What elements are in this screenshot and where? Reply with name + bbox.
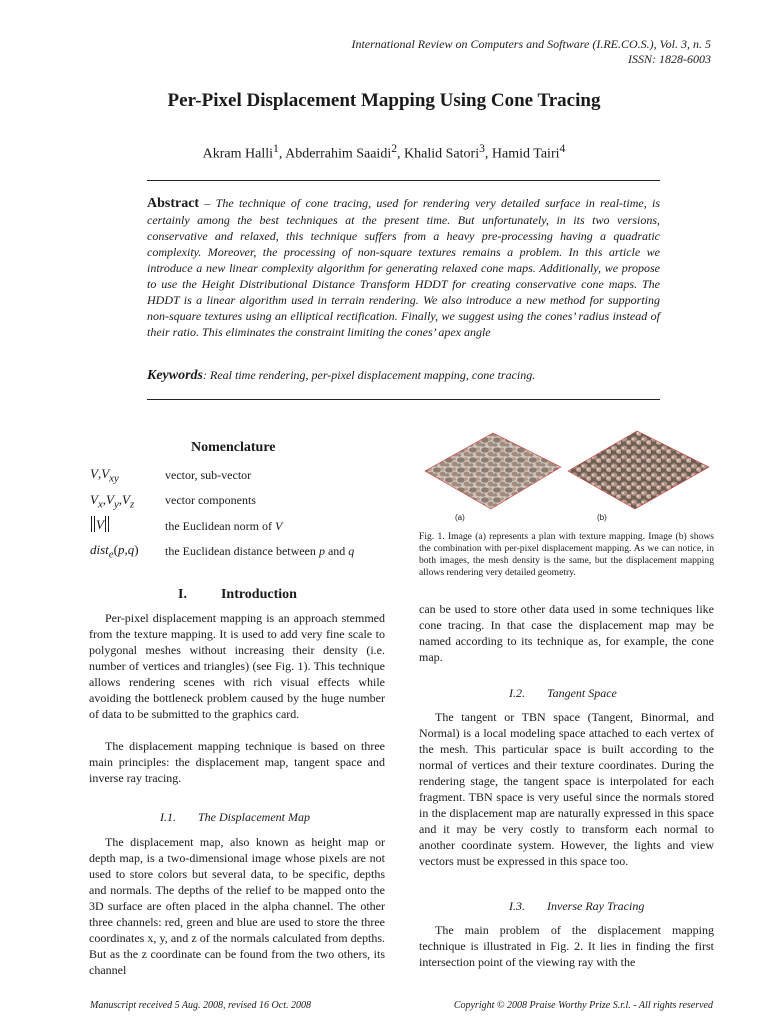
- figure-1-caption: Fig. 1. Image (a) represents a plan with texture mapping. Image (b) shows the combination with per-pixel displacement mapping. As we can notice, in both images, the mesh density is the same, but the displacement mapping allows rendering very detailed geometry.: [419, 531, 714, 578]
- abstract-top-rule: [147, 180, 660, 181]
- nomenclature-title: Nomenclature: [191, 440, 276, 455]
- abstract-block: [147, 195, 660, 340]
- symbol-q: q: [127, 542, 135, 557]
- symbol-subscript: e: [108, 548, 114, 561]
- symbol-subscript: xy: [109, 472, 119, 485]
- symbol-comma: ,: [118, 492, 123, 507]
- author-separator: ,: [278, 146, 286, 162]
- figure-b-plane: [568, 431, 709, 509]
- subsection-heading-inverse-ray-tracing: [509, 899, 644, 914]
- figure-label-b: (b): [597, 513, 607, 522]
- figure-label-a: (a): [455, 513, 465, 522]
- paper-title: Per-Pixel Displacement Mapping Using Cone Tracing: [167, 90, 601, 111]
- author-list: [0, 142, 768, 163]
- nomenclature-desc: [165, 519, 282, 534]
- desc-symbol: p: [318, 544, 325, 558]
- figure-a-plane: [425, 433, 561, 509]
- paragraph-intro: Per-pixel displacement mapping is an approach stemmed from the texture mapping. It is used to add very fine scale to polygonal meshes without increasing their density (i.e. number of vertices and triangles) (see Fig. 1). This technique allows rendering scenes with rich visual effects while avoiding the bottleneck problem caused by the huge number of data to be submitted to the graphics card.: [89, 611, 385, 721]
- symbol-v: V: [106, 492, 114, 507]
- author-affiliation: 1: [273, 142, 279, 155]
- symbol-subscript: y: [113, 498, 119, 511]
- norm-bar-icon: [108, 516, 109, 532]
- nomenclature-symbol-dist: dist$_e$(p,q): [90, 542, 139, 561]
- symbol-v: V: [90, 466, 98, 481]
- symbol-subscript: z: [129, 498, 135, 511]
- subsection-number: I.1.: [160, 810, 176, 824]
- author-affiliation: 4: [559, 142, 566, 155]
- subsection-heading-displacement-map: [160, 810, 310, 825]
- nomenclature-desc: vector components: [165, 493, 256, 507]
- symbol-comma: ,: [124, 542, 128, 557]
- subsection-heading-tangent-space: [509, 686, 617, 701]
- section-number: I.: [178, 587, 187, 602]
- desc-and: and: [327, 544, 346, 558]
- issn-header: ISSN: 1828-6003: [628, 52, 711, 66]
- section-heading-introduction: [178, 587, 297, 603]
- subsection-number: I.3.: [509, 899, 525, 913]
- author-affiliation: 2: [391, 142, 398, 155]
- symbol-p: p: [117, 542, 125, 557]
- abstract-bottom-rule: [147, 399, 660, 400]
- symbol-comma: ,: [97, 466, 102, 481]
- symbol-v: V: [90, 492, 98, 507]
- symbol-v: V: [96, 517, 104, 532]
- keywords-label: Keywords: [147, 368, 203, 383]
- author-separator: ,: [484, 146, 492, 162]
- paragraph-displacement-map: The displacement map, also known as height map or depth map, is a two-dimensional image whose pixels are not used to store colors but several data, to be specific, depths and normals. The depths of the relief to be mapped onto the 3D surface are often placed in the alpha channel. The other three channels: red, green and blue are used to store the three coordinates x, y, and z of the normals calculated from depths. But as the z coordinate can be found from the two others, its channel: [89, 835, 385, 977]
- author-name: Abderrahim Saaidi: [285, 146, 392, 162]
- journal-header: International Review on Computers and Software (I.RE.CO.S.), Vol. 3, n. 5: [351, 37, 711, 51]
- abstract-dash: –: [199, 196, 216, 210]
- symbol-v: V: [101, 466, 110, 481]
- paragraph-tangent-space: The tangent or TBN space (Tangent, Binormal, and Normal) is a local modeling space attached to each vertex of the mesh. This particular space is built according to the normal of vertices and their texture coordinates. During the rendering stage, the tangent space is interpolated for each fragment. TBN space is very useful since the normals stored in the displacement map are naturally expressed in this space and it may be very costly to transform each normal to another coordinate system. However, the lights and view vectors must be expressed in this space too.: [419, 710, 714, 868]
- author-name: Khalid Satori: [404, 146, 480, 162]
- subsection-title: Inverse Ray Tracing: [547, 899, 645, 913]
- author-name: Akram Halli: [202, 146, 274, 162]
- footer-manuscript-date: Manuscript received 5 Aug. 2008, revised 16 Oct. 2008: [90, 1000, 311, 1011]
- desc-text: the Euclidean distance between: [165, 544, 316, 558]
- norm-bar-icon: [105, 516, 106, 532]
- nomenclature-desc: [165, 544, 354, 559]
- subsection-title: Tangent Space: [547, 686, 617, 700]
- desc-text: the Euclidean norm of: [165, 519, 272, 533]
- desc-symbol: V: [274, 519, 283, 533]
- paragraph-cone-map: can be used to store other data used in some techniques like cone tracing. In that case the displacement map may be named according to its technique as, for example, the cone map.: [419, 602, 714, 664]
- norm-bar-icon: [94, 516, 95, 532]
- nomenclature-symbol-v: [90, 466, 119, 485]
- author-name: Hamid Tairi: [491, 146, 560, 162]
- author-affiliation: 3: [479, 142, 485, 155]
- norm-bar-icon: [91, 516, 92, 532]
- subsection-title: The Displacement Map: [198, 810, 310, 824]
- abstract-text: The technique of cone tracing, used for rendering very detailed surface in real-time, is certainly among the best techniques at the present time. But unfortunately, in its two versions, conservative and relaxed, this technique suffers from a heavy pre-processing having a quadratic complexity. Moreover, the processing of non-square textures remains a problem. In this article we introduce a new linear complexity algorithm for generating relaxed cone maps. Additionally, we propose to use the Height Distributional Distance Transform HDDT for creating conservative cone maps. The HDDT is a linear algorithm used in terrain rendering. We also introduce a new method for supporting non-square textures using an elliptical rectification. Finally, we suggest using the cones’ radius instead of their ratio. This eliminates the constraint limiting the cones’ apex angle: [147, 196, 661, 339]
- figure-1-image: [421, 427, 716, 527]
- symbol-dist: dist: [90, 542, 109, 557]
- desc-symbol: q: [348, 544, 355, 558]
- abstract-label: Abstract: [147, 196, 200, 211]
- nomenclature-desc: vector, sub-vector: [165, 468, 252, 482]
- keywords-block: [147, 367, 660, 384]
- keywords-text: : Real time rendering, per-pixel displacement mapping, cone tracing.: [203, 368, 536, 382]
- symbol-subscript: x: [97, 498, 103, 511]
- subsection-number: I.2.: [509, 686, 525, 700]
- symbol-v: V: [122, 492, 130, 507]
- nomenclature-symbol-components: [90, 492, 134, 511]
- nomenclature-symbol-norm: [90, 516, 110, 533]
- symbol-comma: ,: [102, 492, 107, 507]
- paragraph-principles: The displacement mapping technique is based on three main principles: the displacement map, tangent space and inverse ray tracing.: [89, 739, 385, 785]
- author-separator: ,: [397, 146, 405, 162]
- footer-copyright: Copyright © 2008 Praise Worthy Prize S.r.l. - All rights reserved: [453, 1000, 713, 1011]
- section-title: Introduction: [220, 587, 297, 602]
- paragraph-inverse-ray-tracing: The main problem of the displacement mapping technique is illustrated in Fig. 2. It lies in finding the first intersection point of the viewing ray with the: [419, 923, 714, 969]
